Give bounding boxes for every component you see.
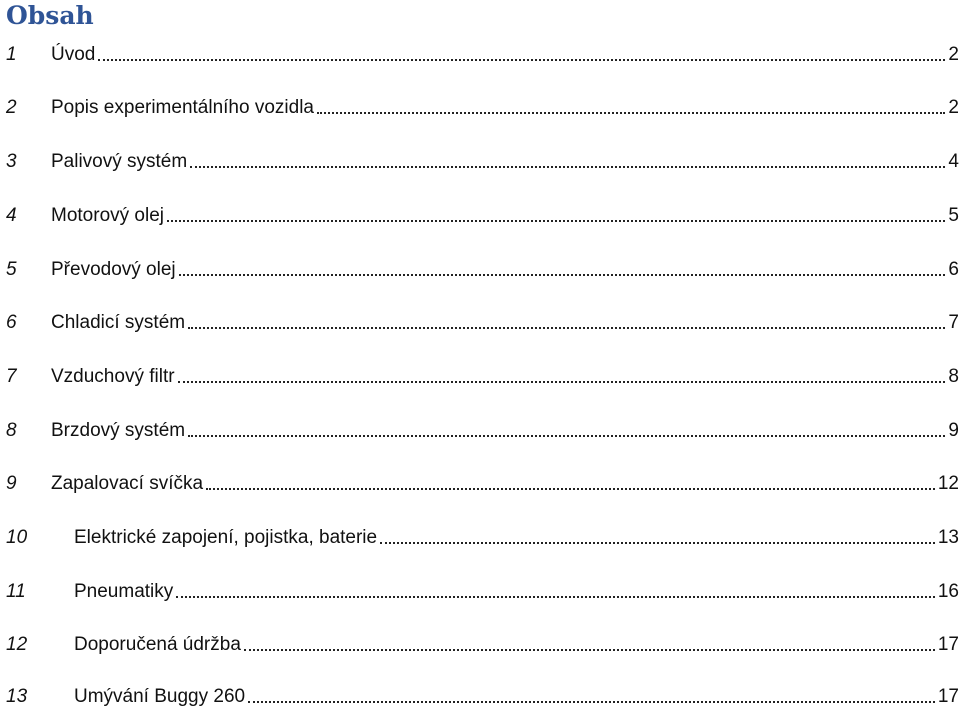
toc-dot-leader [206, 488, 935, 490]
toc-dot-leader [188, 435, 945, 437]
toc-entry-number: 11 [6, 581, 26, 602]
toc-entry-number: 10 [6, 527, 28, 548]
toc-entry-label: Elektrické zapojení, pojistka, baterie [74, 527, 378, 548]
toc-dot-leader [244, 649, 935, 651]
toc-dot-leader [188, 327, 945, 329]
toc-entry-page: 17 [937, 686, 959, 707]
toc-entry-number: 4 [6, 205, 17, 226]
toc-entry-number: 5 [6, 259, 17, 280]
toc-entry-page: 17 [937, 634, 959, 655]
toc-entry-number: 12 [6, 634, 28, 655]
toc-entry-number: 7 [6, 366, 17, 387]
toc-dot-leader [178, 381, 946, 383]
toc-entry-page: 2 [948, 97, 959, 118]
toc-entry-page: 13 [937, 527, 959, 548]
toc-entry-number: 2 [6, 97, 17, 118]
toc-entry-label: Doporučená údržba [74, 634, 241, 655]
toc-entry-number: 3 [6, 151, 17, 172]
toc-entry-label: Pneumatiky [74, 581, 174, 602]
toc-dot-leader [179, 274, 946, 276]
toc-dot-leader [176, 596, 935, 598]
toc-entry-5[interactable] [6, 255, 959, 281]
toc-dot-leader [317, 112, 945, 114]
toc-entry-8[interactable] [6, 416, 959, 442]
toc-entry-label: Brzdový systém [51, 420, 186, 441]
toc-dot-leader [167, 220, 945, 222]
toc-entry-number: 8 [6, 420, 17, 441]
toc-entry-12[interactable] [6, 630, 959, 656]
toc-entry-11[interactable] [6, 577, 959, 603]
toc-entry-number: 1 [6, 44, 17, 65]
toc-dot-leader [98, 59, 945, 61]
toc-entry-label: Zapalovací svíčka [51, 473, 204, 494]
toc-entry-page: 5 [948, 205, 959, 226]
toc-entry-10[interactable] [6, 523, 959, 549]
toc-entry-page: 8 [948, 366, 959, 387]
toc-dot-leader [190, 166, 945, 168]
toc-entry-13[interactable] [6, 682, 959, 708]
toc-entry-3[interactable] [6, 147, 959, 173]
toc-entry-label: Motorový olej [51, 205, 164, 226]
toc-entry-label: Chladicí systém [51, 312, 186, 333]
toc-entry-number: 13 [6, 686, 28, 707]
toc-entry-page: 16 [937, 581, 959, 602]
toc-entry-page: 9 [948, 420, 959, 441]
toc-title: Obsah [6, 1, 94, 30]
toc-entry-label: Vzduchový filtr [51, 366, 175, 387]
toc-dot-leader [380, 542, 935, 544]
toc-entry-9[interactable] [6, 469, 959, 495]
toc-entry-page: 6 [948, 259, 959, 280]
toc-entry-2[interactable] [6, 93, 959, 119]
toc-entry-4[interactable] [6, 201, 959, 227]
toc-entry-page: 2 [948, 44, 959, 65]
toc-entry-page: 4 [948, 151, 959, 172]
toc-dot-leader [248, 701, 935, 703]
toc-entry-6[interactable] [6, 308, 959, 334]
toc-entry-7[interactable] [6, 362, 959, 388]
toc-entry-label: Úvod [51, 44, 96, 65]
toc-entry-label: Převodový olej [51, 259, 176, 280]
toc-entry-label: Popis experimentálního vozidla [51, 97, 314, 118]
toc-entry-number: 6 [6, 312, 17, 333]
toc-entry-page: 12 [937, 473, 959, 494]
toc-entry-label: Umývání Buggy 260 [74, 686, 246, 707]
toc-entry-number: 9 [6, 473, 17, 494]
toc-entry-page: 7 [948, 312, 959, 333]
toc-entry-1[interactable] [6, 40, 959, 66]
toc-entry-label: Palivový systém [51, 151, 188, 172]
